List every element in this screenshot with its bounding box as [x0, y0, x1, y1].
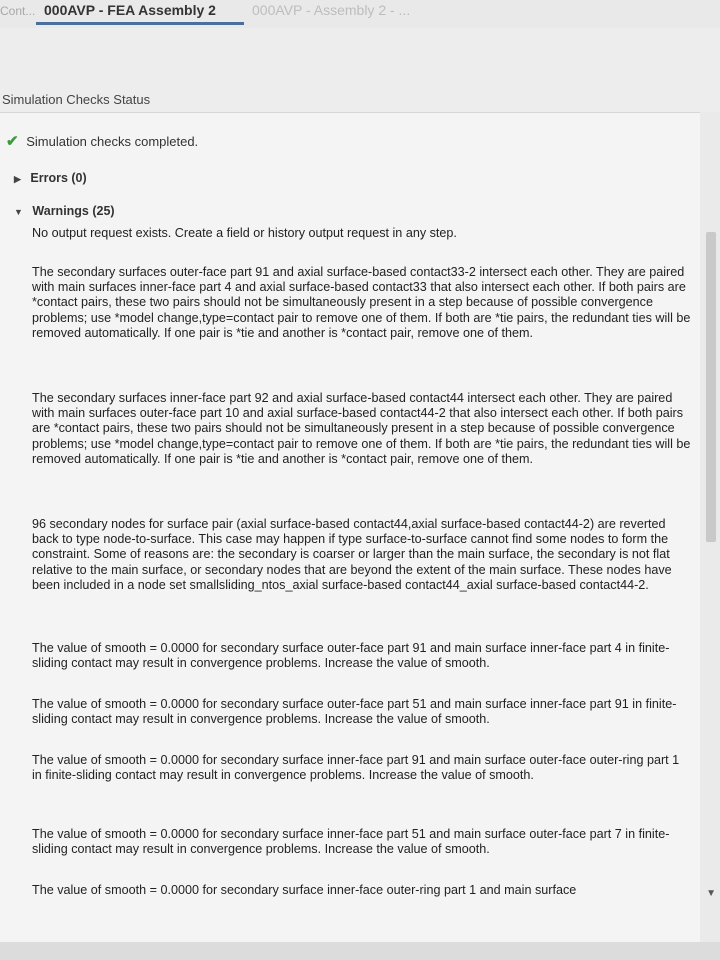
- tree-node-errors[interactable]: [14, 171, 87, 185]
- vertical-scrollbar[interactable]: [700, 112, 720, 942]
- checks-completed-text: Simulation checks completed.: [26, 134, 199, 149]
- tree-node-warnings[interactable]: [14, 204, 115, 218]
- checks-completed-row: [6, 132, 198, 150]
- warning-message: No output request exists. Create a field or history output request in any step.: [32, 226, 457, 240]
- bottom-bar: [0, 942, 720, 960]
- errors-label: Errors (0): [30, 171, 87, 185]
- tab-truncated[interactable]: Cont...: [0, 4, 36, 18]
- warning-message: The secondary surfaces outer-face part 91 and axial surface-based contact33-2 intersect each other. They are paired with main surfaces inner-face part 4 and axial surface-based contact33 that also intersect each other. If both pairs are *contact pairs, these two pairs should not be simultaneously present in a step because of possible convergence problems; use *model change,type=contact pair to remove one of them. If both are *tie pairs, the redundant ties will be removed automatically. If one pair is *tie and another is *contact pair, remove one of them.: [32, 265, 691, 340]
- scrollbar-thumb[interactable]: [706, 232, 716, 542]
- tab-inactive[interactable]: 000AVP - Assembly 2 - ...: [252, 2, 411, 18]
- warning-message: 96 secondary nodes for surface pair (axial surface-based contact44,axial surface-based contact44-2) are reverted back to type node-to-surface. This case may happen if type surface-to-surface cannot find some nodes to form the constraint. Some of reasons are: the secondary is coarser or larger than the main surface, the secondary is not flat relative to the main surface, or secondary nodes that are beyond the extent of the main surface. These nodes have been included in a node set smallsliding_ntos_axial surface-based contact44_axial surface-based contact44-2.: [32, 517, 672, 592]
- tab-active[interactable]: 000AVP - FEA Assembly 2: [44, 2, 216, 18]
- checkmark-icon: ✔: [6, 133, 19, 150]
- warning-message: The value of smooth = 0.0000 for secondary surface outer-face part 91 and main surface inner-face part 4 in finite-sliding contact may result in convergence problems. Increase the value of smooth.: [32, 641, 670, 671]
- scroll-down-icon[interactable]: ▼: [706, 888, 716, 899]
- warning-message: The value of smooth = 0.0000 for secondary surface inner-face outer-ring part 1 and main surface: [32, 883, 577, 897]
- expand-arrow-icon[interactable]: ▶: [14, 174, 21, 184]
- collapse-arrow-icon[interactable]: ▼: [14, 207, 23, 217]
- panel-title: Simulation Checks Status: [2, 92, 151, 107]
- warning-message: The secondary surfaces inner-face part 92 and axial surface-based contact44 intersect each other. They are paired with main surfaces outer-face part 10 and axial surface-based contact44-2 that also intersect each other. If both pairs are *contact pairs, these two pairs should not be simultaneously present in a step because of possible convergence problems; use *model change,type=contact pair to remove one of them. If both are *tie pairs, the redundant ties will be removed automatically. If one pair is *tie and another is *contact pair, remove one of them.: [32, 391, 691, 466]
- warning-message: The value of smooth = 0.0000 for secondary surface inner-face part 51 and main surface outer-face part 7 in finite-sliding contact may result in convergence problems. Increase the value of smooth.: [32, 827, 670, 857]
- warning-message: The value of smooth = 0.0000 for secondary surface outer-face part 51 and main surface inner-face part 91 in finite-sliding contact may result in convergence problems. Increase the value of smooth.: [32, 697, 677, 727]
- active-tab-indicator: [36, 22, 244, 25]
- tab-bar: [0, 0, 720, 28]
- warning-message: The value of smooth = 0.0000 for secondary surface inner-face part 91 and main surface outer-face outer-ring part 1 in finite-sliding contact may result in convergence problems. Increase the value of smooth.: [32, 753, 680, 783]
- warnings-label: Warnings (25): [32, 204, 115, 218]
